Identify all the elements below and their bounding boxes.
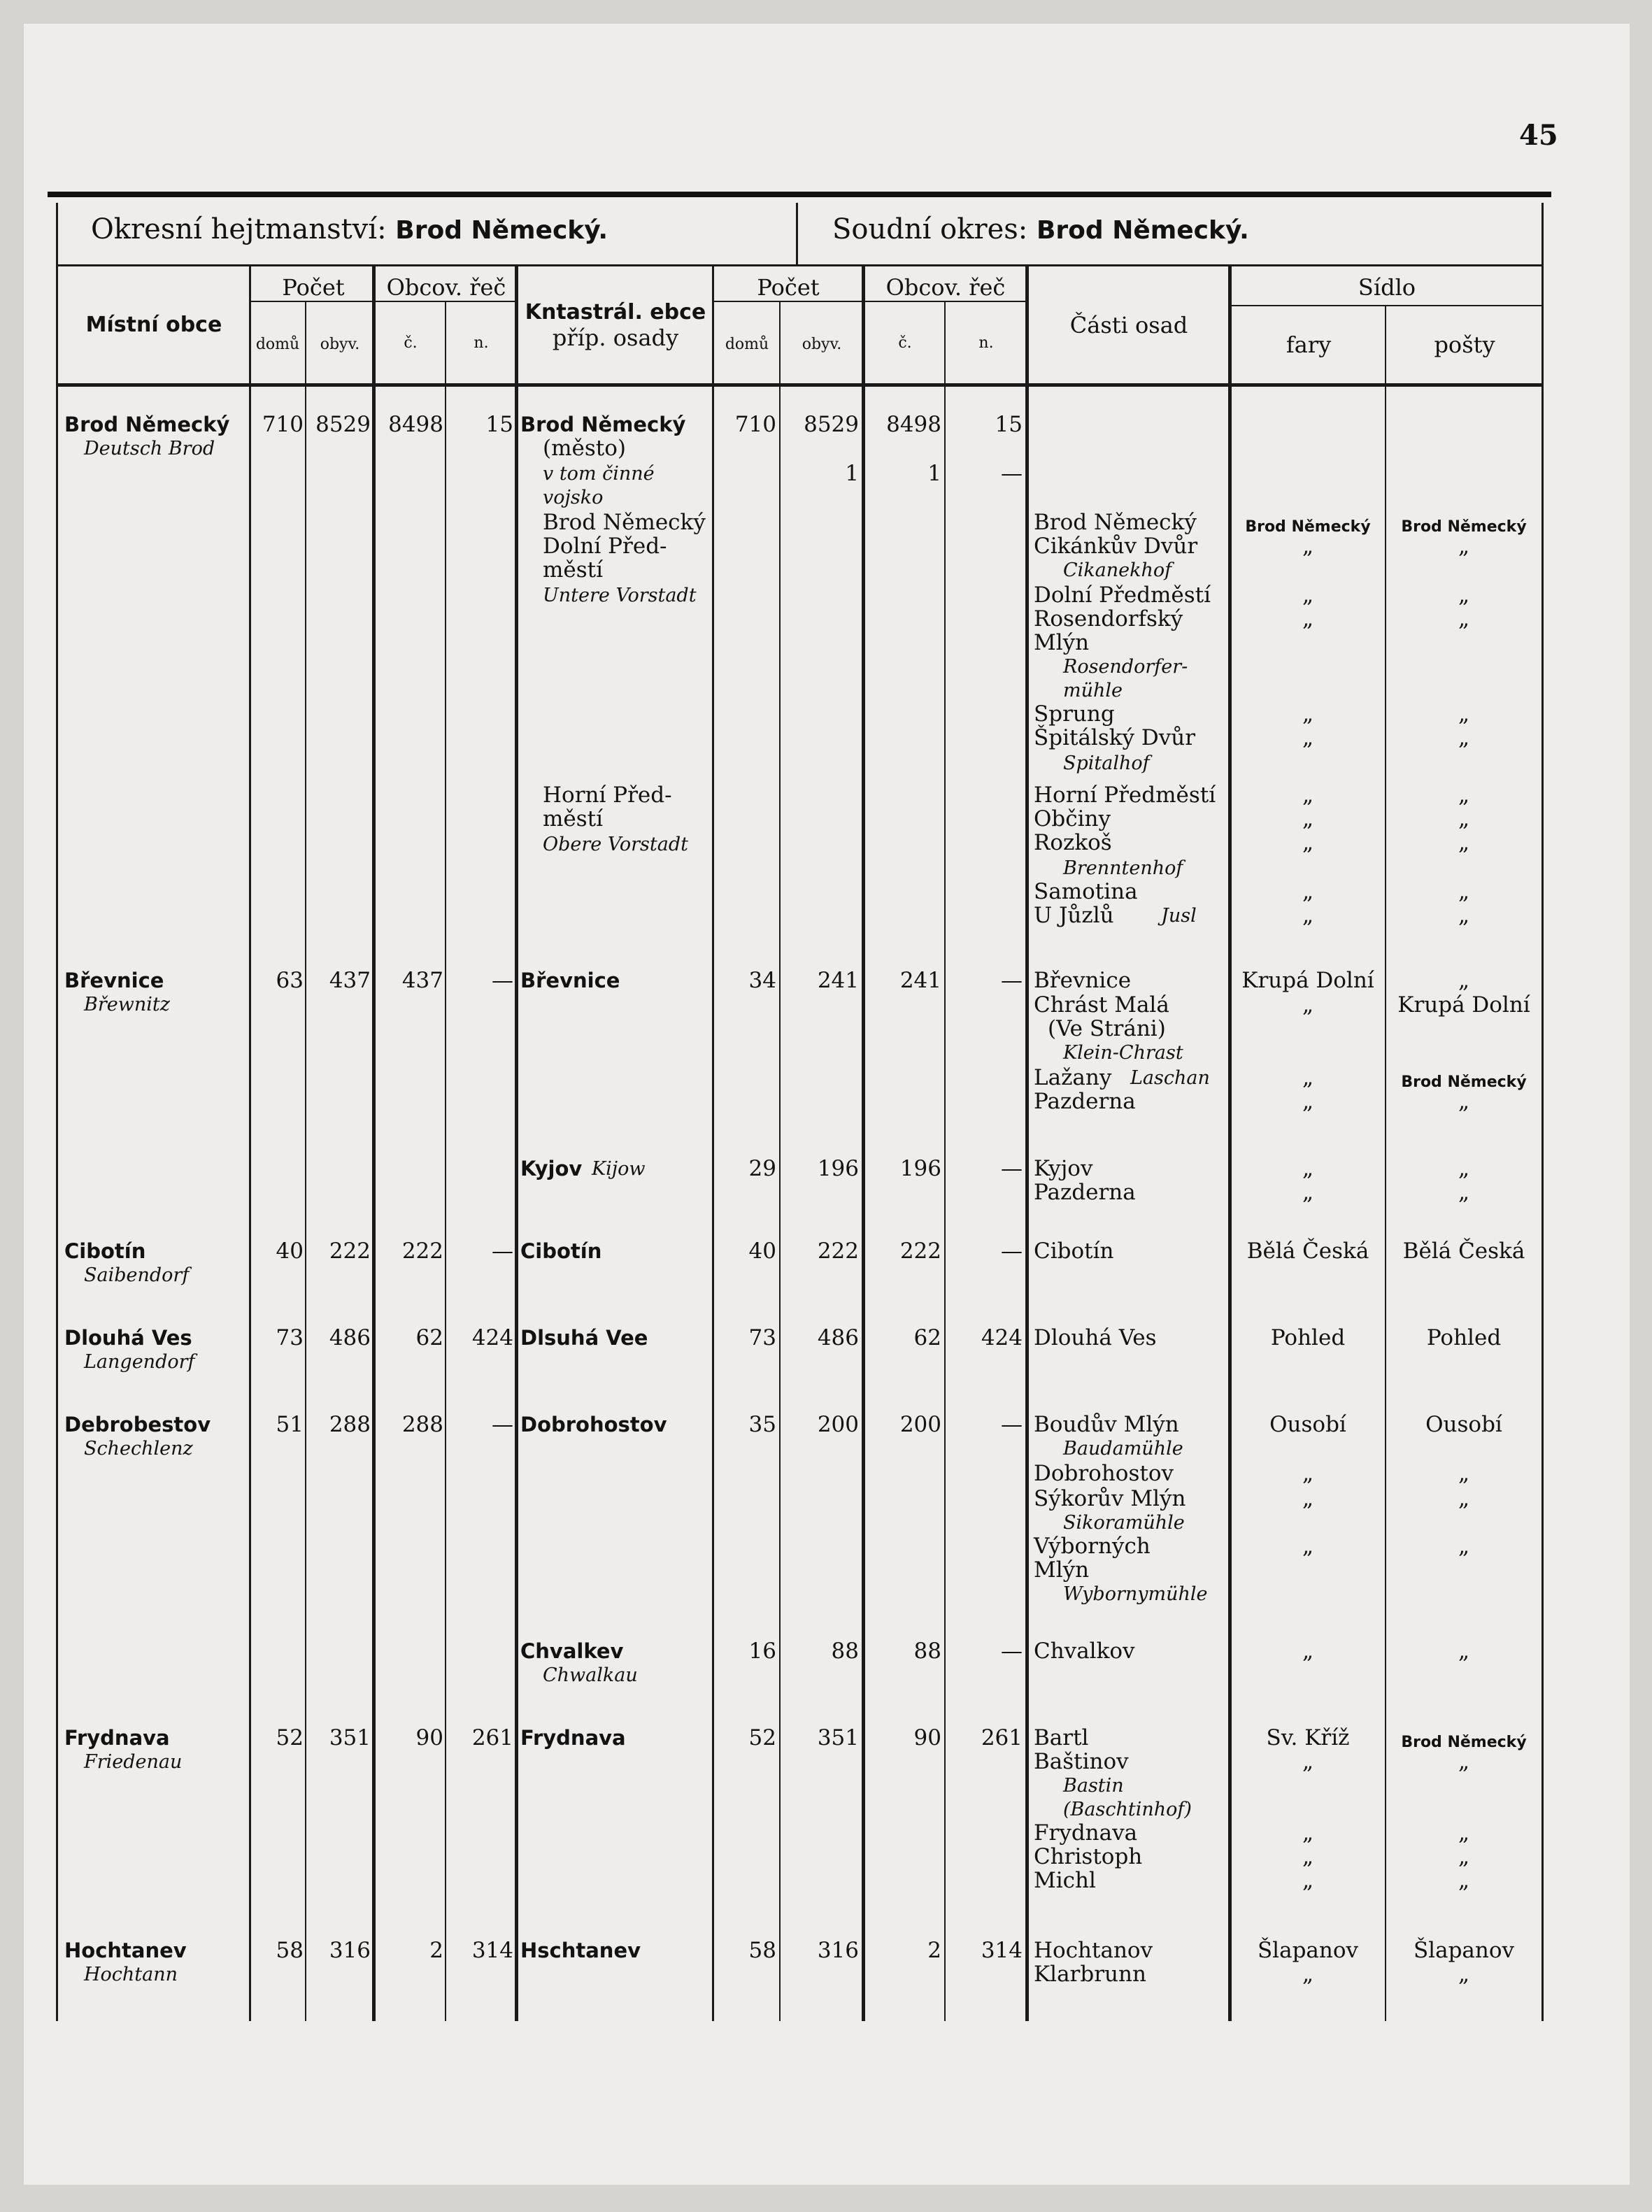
- post-office-seat: „: [1458, 879, 1470, 904]
- settlement-part: Chrást Malá: [1034, 992, 1169, 1018]
- page-number: 45: [1519, 119, 1558, 152]
- cadastral-name: Frydnava: [520, 1726, 626, 1750]
- col-c-2: č.: [898, 334, 912, 352]
- parish-seat: „: [1302, 583, 1314, 608]
- cell-c-2: 8498: [886, 412, 941, 437]
- settlement-part: Rosendorfer-: [1063, 656, 1188, 678]
- cell-n-2: —: [1001, 1239, 1023, 1264]
- settlement-part: Sikoramühle: [1063, 1512, 1185, 1534]
- parish-seat: Krupá Dolní: [1241, 968, 1374, 993]
- cell-domu-2: 16: [748, 1639, 776, 1664]
- municipality-name: Frydnava: [64, 1726, 170, 1750]
- parish-seat: „: [1302, 1156, 1314, 1181]
- cell-c: 8498: [388, 412, 443, 437]
- cell-n-2: 424: [981, 1325, 1023, 1350]
- parish-seat: „: [1302, 1486, 1314, 1511]
- parish-seat: Brod Německý: [1245, 518, 1371, 536]
- post-office-seat: „: [1458, 1749, 1470, 1774]
- settlement-part: Brod Německý: [1034, 510, 1197, 535]
- cell-n-2: 15: [995, 412, 1023, 437]
- col-c: č.: [404, 334, 418, 352]
- settlement-part: Dobrohostov: [1034, 1461, 1174, 1486]
- cell-c-2: 62: [913, 1325, 941, 1350]
- parish-seat: „: [1302, 1180, 1314, 1205]
- post-office-seat: „: [1458, 1868, 1470, 1893]
- cell-domu: 63: [276, 968, 304, 993]
- col-obyv: obyv.: [320, 336, 360, 353]
- post-office-seat: „: [1458, 534, 1470, 559]
- cell-c: 62: [415, 1325, 443, 1350]
- settlement-part: Břevnice: [1034, 968, 1132, 993]
- post-office-seat: „: [1458, 725, 1470, 750]
- settlement-part: Christoph: [1034, 1844, 1143, 1869]
- parish-seat: Bělá Česká: [1246, 1239, 1369, 1264]
- col-posty: pošty: [1434, 331, 1495, 358]
- col-domu-2: domů: [725, 336, 769, 353]
- settlement-german-name: Jusl: [1161, 905, 1197, 927]
- cell-n: 15: [485, 412, 513, 437]
- cadastral-name: Dobrohostov: [520, 1413, 667, 1436]
- cadastral-name: Kyjov: [520, 1157, 583, 1180]
- cell-n-2: —: [1001, 1639, 1023, 1664]
- col-pocet-2: Počet: [757, 274, 820, 301]
- post-office-seat: „: [1458, 806, 1470, 832]
- district-label: Okresní hejtmanství:: [91, 213, 387, 245]
- cell-c: 90: [415, 1725, 443, 1750]
- cell-domu-2: 34: [748, 968, 776, 993]
- settlement-part: Chvalkov: [1034, 1639, 1135, 1664]
- cadastral-sub: městí: [543, 557, 604, 583]
- cadastral-german-name: Untere Vorstadt: [543, 585, 697, 606]
- post-office-seat: „: [1458, 783, 1470, 808]
- settlement-part: Baudamühle: [1063, 1438, 1183, 1460]
- settlement-part: Brenntenhof: [1063, 857, 1183, 879]
- settlement-part: mühle: [1063, 680, 1123, 701]
- cell-domu: 51: [276, 1412, 304, 1437]
- col-katastral-2: příp. osady: [552, 324, 679, 351]
- cell-domu-2: 40: [748, 1239, 776, 1264]
- settlement-part: Špitálský Dvůr: [1034, 725, 1196, 750]
- cell-obyv-2: 1: [845, 461, 859, 486]
- cell-n: —: [492, 1412, 513, 1437]
- municipality-german-name: Friedenau: [84, 1751, 183, 1773]
- cell-c-2: 88: [913, 1639, 941, 1664]
- settlement-part: (Baschtinhof): [1063, 1799, 1192, 1820]
- parish-seat: „: [1302, 1534, 1314, 1559]
- cell-obyv: 222: [329, 1239, 371, 1264]
- settlement-german-name: Laschan: [1130, 1067, 1210, 1089]
- col-mistni-obce: Místní obce: [85, 313, 222, 337]
- settlement-part: Bartl: [1034, 1725, 1089, 1750]
- parish-seat: „: [1302, 1962, 1314, 1987]
- cadastral-german-name: Chwalkau: [543, 1664, 638, 1686]
- settlement-part: Pazderna: [1034, 1089, 1136, 1114]
- cell-domu: 710: [262, 412, 304, 437]
- col-obcov-rec-2: Obcov. řeč: [885, 274, 1006, 301]
- post-office-seat: Pohled: [1426, 1325, 1502, 1350]
- municipality-name: Hochtanev: [64, 1939, 187, 1962]
- post-office-seat: „: [1458, 1844, 1470, 1869]
- parish-seat: „: [1302, 701, 1314, 727]
- post-office-seat: Brod Německý: [1401, 518, 1527, 536]
- post-office-seat: „: [1458, 1156, 1470, 1181]
- cell-n-2: 314: [981, 1938, 1023, 1963]
- cell-c: 437: [401, 968, 443, 993]
- cell-c-2: 222: [899, 1239, 941, 1264]
- cell-c-2: 241: [899, 968, 941, 993]
- municipality-name: Brod Německý: [64, 413, 230, 436]
- post-office-seat: „: [1458, 1962, 1470, 1987]
- settlement-part: Spitalhof: [1063, 752, 1150, 774]
- parish-seat: „: [1302, 806, 1314, 832]
- cadastral-name: Chvalkev: [520, 1639, 624, 1663]
- post-office-seat: Šlapanov: [1413, 1938, 1515, 1963]
- col-katastral-1: Kntastrál. ebce: [525, 300, 706, 324]
- post-office-seat: „: [1458, 1639, 1470, 1664]
- settlement-part: Pazderna: [1034, 1180, 1136, 1205]
- cell-domu: 52: [276, 1725, 304, 1750]
- cadastral-german-name: Obere Vorstadt: [543, 834, 688, 855]
- cadastral-name: Brod Německý: [520, 413, 686, 436]
- cadastral-name: Cibotín: [520, 1239, 602, 1263]
- post-office-seat: „: [1458, 606, 1470, 632]
- col-domu: domů: [255, 336, 300, 353]
- cell-obyv: 316: [329, 1938, 371, 1963]
- court-value: Brod Německý.: [1036, 216, 1249, 245]
- settlement-part: Samotina: [1034, 879, 1138, 904]
- parish-seat: „: [1302, 1089, 1314, 1114]
- cell-n-2: 261: [981, 1725, 1023, 1750]
- settlement-part: Klein-Chrast: [1063, 1042, 1183, 1064]
- col-pocet: Počet: [282, 274, 345, 301]
- settlement-part: Bastin: [1063, 1775, 1124, 1797]
- col-n-2: n.: [978, 334, 994, 352]
- cadastral-name: Dolní Před-: [543, 534, 667, 559]
- post-office-seat: Bělá Česká: [1402, 1239, 1525, 1264]
- post-office-seat: „: [1458, 1461, 1470, 1486]
- post-office-seat: „: [1458, 701, 1470, 727]
- cell-c-2: 1: [927, 461, 941, 486]
- col-obcov-rec: Obcov. řeč: [386, 274, 506, 301]
- cell-obyv-2: 222: [817, 1239, 859, 1264]
- post-office-seat: Krupá Dolní: [1397, 992, 1530, 1018]
- post-office-seat: Brod Německý: [1401, 1734, 1527, 1751]
- cell-n: —: [492, 1239, 513, 1264]
- parish-seat: „: [1302, 879, 1314, 904]
- parish-seat: „: [1302, 1820, 1314, 1846]
- cell-obyv-2: 351: [817, 1725, 859, 1750]
- cell-obyv-2: 241: [817, 968, 859, 993]
- cell-obyv-2: 88: [831, 1639, 859, 1664]
- municipality-german-name: Břewnitz: [84, 994, 170, 1015]
- settlement-part: Wybornymühle: [1063, 1583, 1208, 1605]
- settlement-part: U Jůzlů: [1034, 903, 1114, 928]
- parish-seat: Pohled: [1270, 1325, 1346, 1350]
- cell-obyv: 486: [329, 1325, 371, 1350]
- settlement-part: Hochtanov: [1034, 1938, 1153, 1963]
- cell-c-2: 200: [899, 1412, 941, 1437]
- cell-obyv-2: 8529: [804, 412, 859, 437]
- cadastral-german-name: Kijow: [592, 1158, 646, 1180]
- col-sidlo: Sídlo: [1358, 274, 1416, 301]
- settlement-part: Dolní Předměstí: [1034, 583, 1211, 608]
- cadastral-name: Horní Před-: [543, 783, 672, 808]
- settlement-part: Sprung: [1034, 701, 1115, 727]
- parish-seat: „: [1302, 1868, 1314, 1893]
- post-office-seat: „: [1458, 1820, 1470, 1846]
- parish-seat: „: [1302, 534, 1314, 559]
- settlement-part: Cikanekhof: [1063, 559, 1172, 581]
- cell-domu: 73: [276, 1325, 304, 1350]
- cadastral-name: Dlsuhá Vee: [520, 1326, 648, 1350]
- settlement-part: (Ve Stráni): [1048, 1016, 1166, 1041]
- municipality-name: Dlouhá Ves: [64, 1326, 192, 1350]
- cell-c: 2: [429, 1938, 443, 1963]
- post-office-seat: „: [1458, 968, 1470, 993]
- parish-seat: „: [1302, 1065, 1314, 1090]
- parish-seat: Ousobí: [1269, 1412, 1346, 1437]
- cell-c-2: 2: [927, 1938, 941, 1963]
- cell-obyv-2: 486: [817, 1325, 859, 1350]
- post-office-seat: „: [1458, 830, 1470, 855]
- cadastral-sub: městí: [543, 806, 604, 832]
- settlement-part: Michl: [1034, 1868, 1096, 1893]
- settlement-part: Klarbrunn: [1034, 1962, 1146, 1987]
- settlement-part: Rosendorfský: [1034, 606, 1183, 632]
- settlement-part: Rozkoš: [1034, 830, 1112, 855]
- cell-n: 261: [471, 1725, 513, 1750]
- parish-seat: „: [1302, 1639, 1314, 1664]
- municipality-name: Cibotín: [64, 1239, 146, 1263]
- settlement-part: Dlouhá Ves: [1034, 1325, 1157, 1350]
- parish-seat: „: [1302, 725, 1314, 750]
- parish-seat: „: [1302, 783, 1314, 808]
- parish-seat: „: [1302, 992, 1314, 1018]
- post-office-seat: „: [1458, 1089, 1470, 1114]
- cell-obyv-2: 200: [817, 1412, 859, 1437]
- post-office-seat: Brod Německý: [1401, 1073, 1527, 1091]
- cadastral-name: Hschtanev: [520, 1939, 641, 1962]
- cadastral-sub: vojsko: [543, 487, 604, 508]
- parish-seat: „: [1302, 1844, 1314, 1869]
- cell-c: 288: [401, 1412, 443, 1437]
- settlement-part: Boudův Mlýn: [1034, 1412, 1179, 1437]
- col-casti-osad: Části osad: [1069, 312, 1188, 338]
- municipality-german-name: Schechlenz: [84, 1438, 193, 1460]
- post-office-seat: Ousobí: [1425, 1412, 1502, 1437]
- cell-n: 424: [471, 1325, 513, 1350]
- cadastral-sub: (město): [543, 436, 626, 461]
- settlement-part: Cibotín: [1034, 1239, 1114, 1264]
- cell-n: 314: [471, 1938, 513, 1963]
- cell-domu-2: 710: [734, 412, 776, 437]
- col-fary: fary: [1286, 331, 1332, 358]
- municipality-german-name: Saibendorf: [84, 1264, 190, 1286]
- cell-c-2: 90: [913, 1725, 941, 1750]
- municipality-german-name: Hochtann: [84, 1964, 178, 1985]
- settlement-part: Výborných: [1034, 1534, 1151, 1559]
- cell-domu-2: 58: [748, 1938, 776, 1963]
- settlement-part: Horní Předměstí: [1034, 783, 1216, 808]
- parish-seat: „: [1302, 830, 1314, 855]
- district-value: Brod Německý.: [395, 216, 608, 245]
- settlement-part: Frydnava: [1034, 1820, 1138, 1846]
- municipality-german-name: Deutsch Brod: [84, 438, 215, 459]
- settlement-part: Kyjov: [1034, 1156, 1093, 1181]
- cell-n: —: [492, 968, 513, 993]
- cadastral-name: Břevnice: [520, 969, 620, 992]
- cell-domu: 58: [276, 1938, 304, 1963]
- settlement-part: Sýkorův Mlýn: [1034, 1486, 1186, 1511]
- cell-domu-2: 52: [748, 1725, 776, 1750]
- cell-obyv: 437: [329, 968, 371, 993]
- cell-n-2: —: [1001, 461, 1023, 486]
- settlement-part: Baštinov: [1034, 1749, 1129, 1774]
- cell-domu-2: 73: [748, 1325, 776, 1350]
- col-obyv-2: obyv.: [802, 336, 842, 353]
- parish-seat: „: [1302, 1461, 1314, 1486]
- cell-obyv-2: 316: [817, 1938, 859, 1963]
- parish-seat: Sv. Kříž: [1266, 1725, 1350, 1750]
- municipality-name: Břevnice: [64, 969, 164, 992]
- settlement-part: Lažany: [1034, 1065, 1112, 1090]
- col-n: n.: [473, 334, 489, 352]
- parish-seat: „: [1302, 903, 1314, 928]
- post-office-seat: „: [1458, 1180, 1470, 1205]
- post-office-seat: „: [1458, 1534, 1470, 1559]
- post-office-seat: „: [1458, 583, 1470, 608]
- settlement-part: Cikánkův Dvůr: [1034, 534, 1198, 559]
- cell-obyv: 288: [329, 1412, 371, 1437]
- municipality-german-name: Langendorf: [84, 1351, 195, 1373]
- cell-c-2: 196: [899, 1156, 941, 1181]
- cell-n-2: —: [1001, 1412, 1023, 1437]
- parish-seat: „: [1302, 606, 1314, 632]
- cadastral-name: Brod Německý: [543, 510, 706, 535]
- post-office-seat: „: [1458, 903, 1470, 928]
- parish-seat: „: [1302, 1749, 1314, 1774]
- cell-domu-2: 35: [748, 1412, 776, 1437]
- parish-seat: Šlapanov: [1257, 1938, 1359, 1963]
- cell-obyv: 8529: [315, 412, 371, 437]
- cell-n-2: —: [1001, 968, 1023, 993]
- post-office-seat: „: [1458, 1486, 1470, 1511]
- cell-obyv: 351: [329, 1725, 371, 1750]
- cell-obyv-2: 196: [817, 1156, 859, 1181]
- settlement-part: Mlýn: [1034, 630, 1090, 655]
- municipality-name: Debrobestov: [64, 1413, 211, 1436]
- cadastral-name: v tom činné: [543, 463, 655, 485]
- cell-n-2: —: [1001, 1156, 1023, 1181]
- court-label: Soudní okres:: [832, 213, 1028, 245]
- cell-domu: 40: [276, 1239, 304, 1264]
- settlement-part: Mlýn: [1034, 1557, 1090, 1583]
- cell-domu-2: 29: [748, 1156, 776, 1181]
- settlement-part: Občiny: [1034, 806, 1111, 832]
- cell-c: 222: [401, 1239, 443, 1264]
